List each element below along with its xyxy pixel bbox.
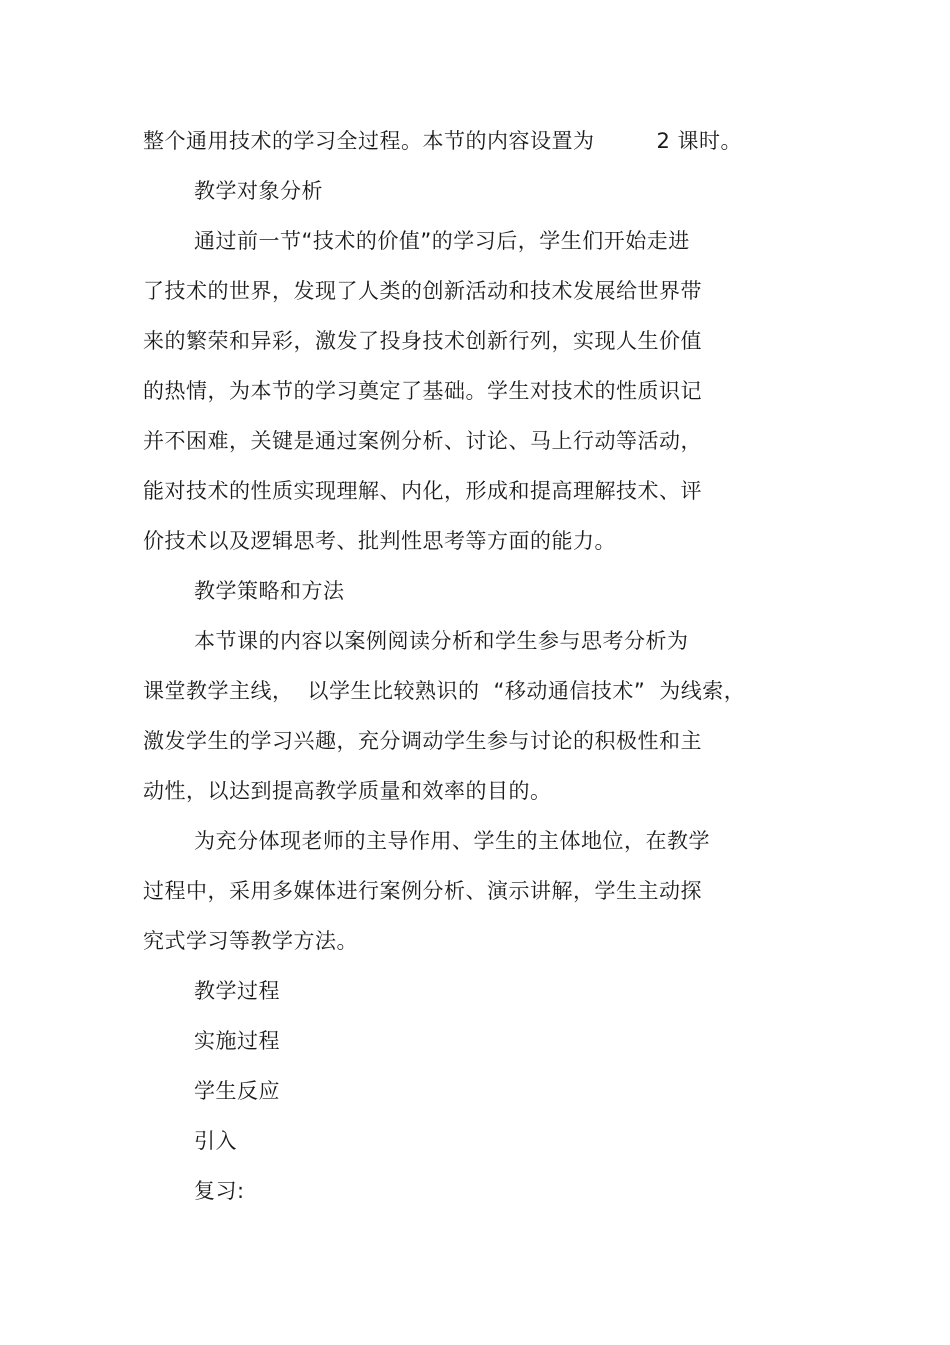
text-run: 2 课时。 bbox=[656, 129, 743, 153]
paragraph-line: 了技术的世界，发现了人类的创新活动和技术发展给世界带 bbox=[143, 279, 702, 303]
paragraph-line: 通过前一节“技术的价值”的学习后，学生们开始走进 bbox=[194, 229, 690, 253]
text-run: 整个通用技术的学习全过程。本节的内容设置为 bbox=[143, 129, 595, 153]
paragraph-line: 激发学生的学习兴趣，充分调动学生参与讨论的积极性和主 bbox=[143, 729, 702, 753]
paragraph-line: 能对技术的性质实现理解、内化，形成和提高理解技术、评 bbox=[143, 479, 702, 503]
paragraph-line bbox=[143, 677, 745, 705]
text-run: “移动通信技术” bbox=[493, 679, 646, 703]
paragraph-line: 本节课的内容以案例阅读分析和学生参与思考分析为 bbox=[194, 629, 689, 653]
paragraph-line: 动性，以达到提高教学质量和效率的目的。 bbox=[143, 779, 552, 803]
section-heading: 实施过程 bbox=[194, 1029, 280, 1053]
paragraph-line: 的热情，为本节的学习奠定了基础。学生对技术的性质识记 bbox=[143, 379, 702, 403]
text-run: 为线索， bbox=[659, 679, 746, 703]
section-heading: 引入 bbox=[194, 1129, 237, 1153]
paragraph-line: 为充分体现老师的主导作用、学生的主体地位，在教学 bbox=[194, 829, 710, 853]
text-run: 以学生比较熟识的 bbox=[307, 679, 480, 703]
paragraph-line bbox=[143, 127, 742, 155]
paragraph-line: 究式学习等教学方法。 bbox=[143, 929, 358, 953]
section-heading: 教学对象分析 bbox=[194, 179, 323, 203]
paragraph-line: 并不困难，关键是通过案例分析、讨论、马上行动等活动， bbox=[143, 429, 702, 453]
section-heading: 学生反应 bbox=[194, 1079, 280, 1103]
text-run: 课堂教学主线， bbox=[143, 679, 294, 703]
section-heading: 复习: bbox=[194, 1179, 245, 1203]
paragraph-line: 价技术以及逻辑思考、批判性思考等方面的能力。 bbox=[143, 529, 616, 553]
paragraph-line: 来的繁荣和异彩，激发了投身技术创新行列，实现人生价值 bbox=[143, 329, 702, 353]
section-heading: 教学过程 bbox=[194, 979, 280, 1003]
section-heading: 教学策略和方法 bbox=[194, 579, 345, 603]
paragraph-line: 过程中，采用多媒体进行案例分析、演示讲解，学生主动探 bbox=[143, 879, 702, 903]
